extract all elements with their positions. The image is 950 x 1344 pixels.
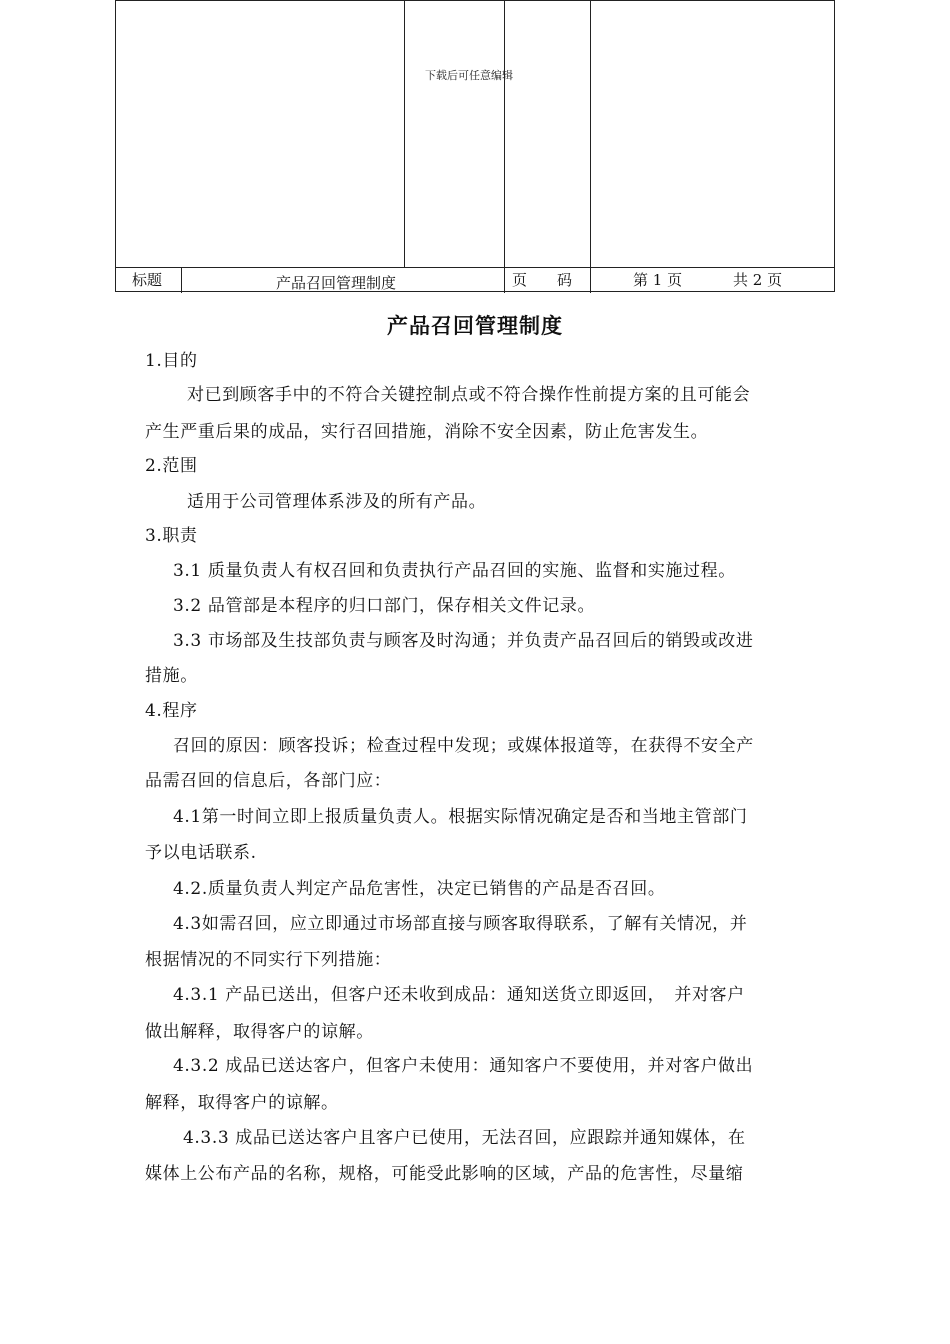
- section-heading: 1.目的: [145, 351, 198, 371]
- header-divider: [404, 1, 405, 267]
- paragraph-line: 媒体上公布产品的名称，规格，可能受此影响的区域，产品的危害性，尽量缩: [145, 1164, 744, 1184]
- section-heading: 2.范围: [145, 456, 198, 476]
- header-page-label: 页 码: [512, 271, 573, 289]
- paragraph-line: 4.1第一时间立即上报质量负责人。根据实际情况确定是否和当地主管部门: [173, 807, 748, 827]
- header-divider: [181, 267, 182, 293]
- paragraph-line: 召回的原因：顾客投诉；检查过程中发现；或媒体报道等，在获得不安全产: [173, 736, 754, 756]
- paragraph-line: 4.3.1 产品已送出，但客户还未收到成品：通知送货立即返回， 并对客户: [173, 985, 745, 1005]
- paragraph-line: 3.3 市场部及生技部负责与顾客及时沟通；并负责产品召回后的销毁或改进: [173, 631, 754, 651]
- download-watermark: 下载后可任意编辑: [425, 69, 513, 82]
- paragraph-line: 4.2.质量负责人判定产品危害性，决定已销售的产品是否召回。: [173, 879, 666, 899]
- paragraph-line: 对已到顾客手中的不符合关键控制点或不符合操作性前提方案的且可能会: [187, 385, 751, 405]
- header-page-current: 第 1 页: [633, 271, 683, 289]
- paragraph-line: 措施。: [145, 666, 198, 686]
- paragraph-line: 品需召回的信息后，各部门应：: [145, 771, 392, 791]
- paragraph-line: 4.3如需召回，应立即通过市场部直接与顾客取得联系，了解有关情况，并: [173, 914, 748, 934]
- paragraph-line: 3.1 质量负责人有权召回和负责执行产品召回的实施、监督和实施过程。: [173, 561, 736, 581]
- header-title-value: 产品召回管理制度: [276, 274, 397, 292]
- paragraph-line: 根据情况的不同实行下列措施：: [145, 950, 392, 970]
- header-page-total: 共 2 页: [733, 271, 783, 289]
- paragraph-line: 4.3.2 成品已送达客户，但客户未使用：通知客户不要使用，并对客户做出: [173, 1056, 754, 1076]
- paragraph-line: 3.2 品管部是本程序的归口部门，保存相关文件记录。: [173, 596, 596, 616]
- paragraph-line: 做出解释，取得客户的谅解。: [145, 1022, 374, 1042]
- document-header-table: [115, 0, 835, 292]
- section-heading: 3.职责: [145, 526, 198, 546]
- header-title-label: 标题: [132, 271, 163, 289]
- paragraph-line: 4.3.3 成品已送达客户且客户已使用，无法召回，应跟踪并通知媒体，在: [183, 1128, 746, 1148]
- header-row-divider: [116, 267, 834, 268]
- section-heading: 4.程序: [145, 701, 198, 721]
- paragraph-line: 适用于公司管理体系涉及的所有产品。: [187, 492, 487, 512]
- document-title: 产品召回管理制度: [387, 313, 563, 338]
- header-divider: [504, 1, 505, 293]
- paragraph-line: 解释，取得客户的谅解。: [145, 1093, 339, 1113]
- paragraph-line: 产生严重后果的成品，实行召回措施，消除不安全因素，防止危害发生。: [145, 422, 709, 442]
- header-divider: [590, 1, 591, 293]
- paragraph-line: 予以电话联系.: [145, 843, 257, 863]
